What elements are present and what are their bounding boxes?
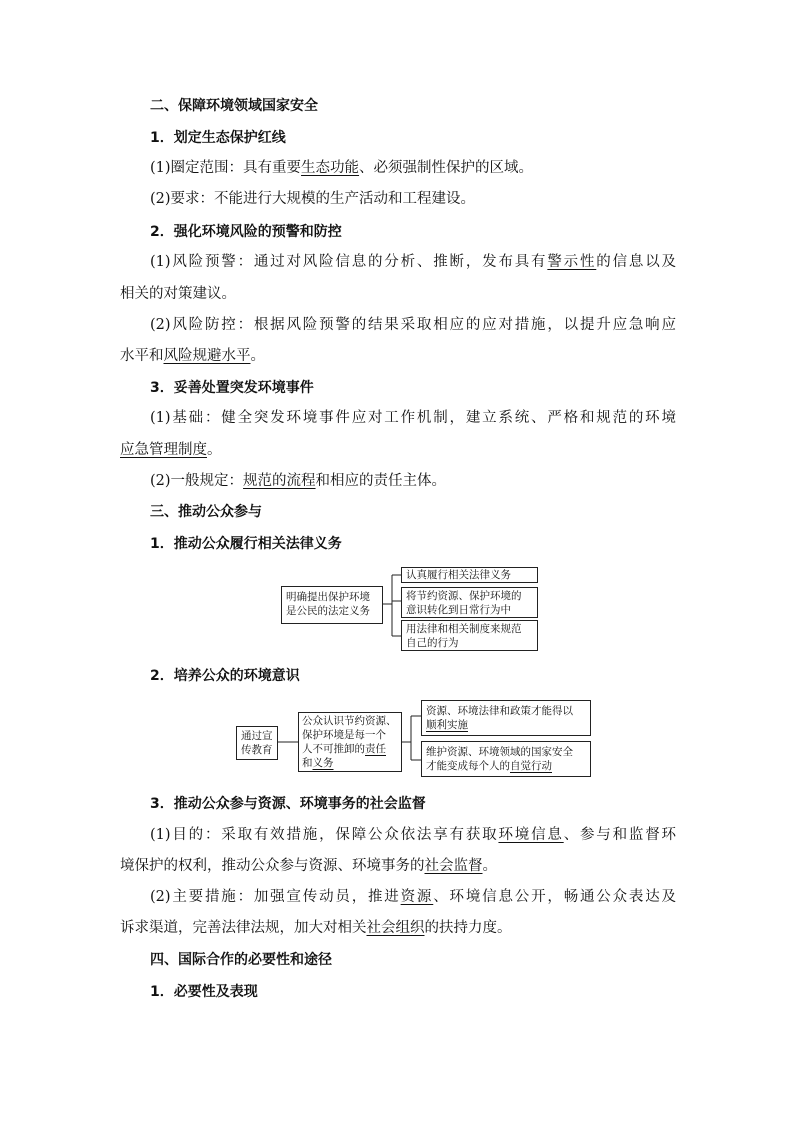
subheading-2-3: 3．妥善处置突发环境事件 [150,380,314,396]
paragraph-line: 诉求渠道，完善法律法规，加大对相关社会组织的扶持力度。 [120,920,512,936]
subheading-4-1: 1．必要性及表现 [150,984,258,1000]
diagram-1-result-box-2: 将节约资源、保护环境的 意识转化到日常行为中 [401,587,538,618]
section-heading-4: 四、国际合作的必要性和途径 [150,952,332,968]
diagram-2-source-box: 通过宣 传教育 [236,726,278,760]
diagram-2-result-box-1: 资源、环境法律和政策才能得以 顺利实施 [421,700,591,736]
subheading-3-3: 3．推动公众参与资源、环境事务的社会监督 [150,796,426,812]
paragraph-line: (1)圈定范围：具有重要生态功能、必须强制性保护的区域。 [150,160,534,176]
subheading-2-1: 1．划定生态保护红线 [150,130,286,146]
subheading-3-1: 1．推动公众履行相关法律义务 [150,536,342,552]
section-heading-2: 二、保障环境领域国家安全 [150,98,318,114]
paragraph-line: 境保护的权利，推动公众参与资源、环境事务的社会监督。 [120,858,497,874]
section-heading-3: 三、推动公众参与 [150,504,262,520]
paragraph-line: (1)基础：健全突发环境事件应对工作机制，建立系统、严格和规范的环境 [150,410,676,426]
paragraph-line: (2)要求：不能进行大规模的生产活动和工程建设。 [150,191,476,207]
paragraph-line: 应急管理制度。 [120,442,222,458]
paragraph-line: (1)风险预警：通过对风险信息的分析、推断，发布具有警示性的信息以及 [150,254,677,270]
paragraph-line: (2)主要措施：加强宣传动员，推进资源、环境信息公开，畅通公众表达及 [150,889,677,905]
paragraph-line: (2)风险防控：根据风险预警的结果采取相应的应对措施，以提升应急响应 [150,317,676,333]
paragraph-line: (2)一般规定：规范的流程和相应的责任主体。 [150,473,447,489]
diagram-1-result-box-3: 用法律和相关制度来规范 自己的行为 [401,620,538,651]
paragraph-line: 水平和风险规避水平。 [120,348,265,364]
diagram-1-result-box-1: 认真履行相关法律义务 [401,567,538,583]
diagram-1-source-box: 明确提出保护环境 是公民的法定义务 [281,586,383,624]
subheading-3-2: 2．培养公众的环境意识 [150,668,300,684]
diagram-2-result-box-2: 维护资源、环境领域的国家安全 才能变成每个人的自觉行动 [421,741,591,777]
paragraph-line: (1)目的：采取有效措施，保障公众依法享有获取环境信息、参与和监督环 [150,827,677,843]
paragraph-line: 相关的对策建议。 [120,286,236,302]
diagram-2-middle-box: 公众认识节约资源、 保护环境是每一个 人不可推卸的责任 和义务 [298,712,402,772]
subheading-2-2: 2．强化环境风险的预警和防控 [150,224,342,240]
